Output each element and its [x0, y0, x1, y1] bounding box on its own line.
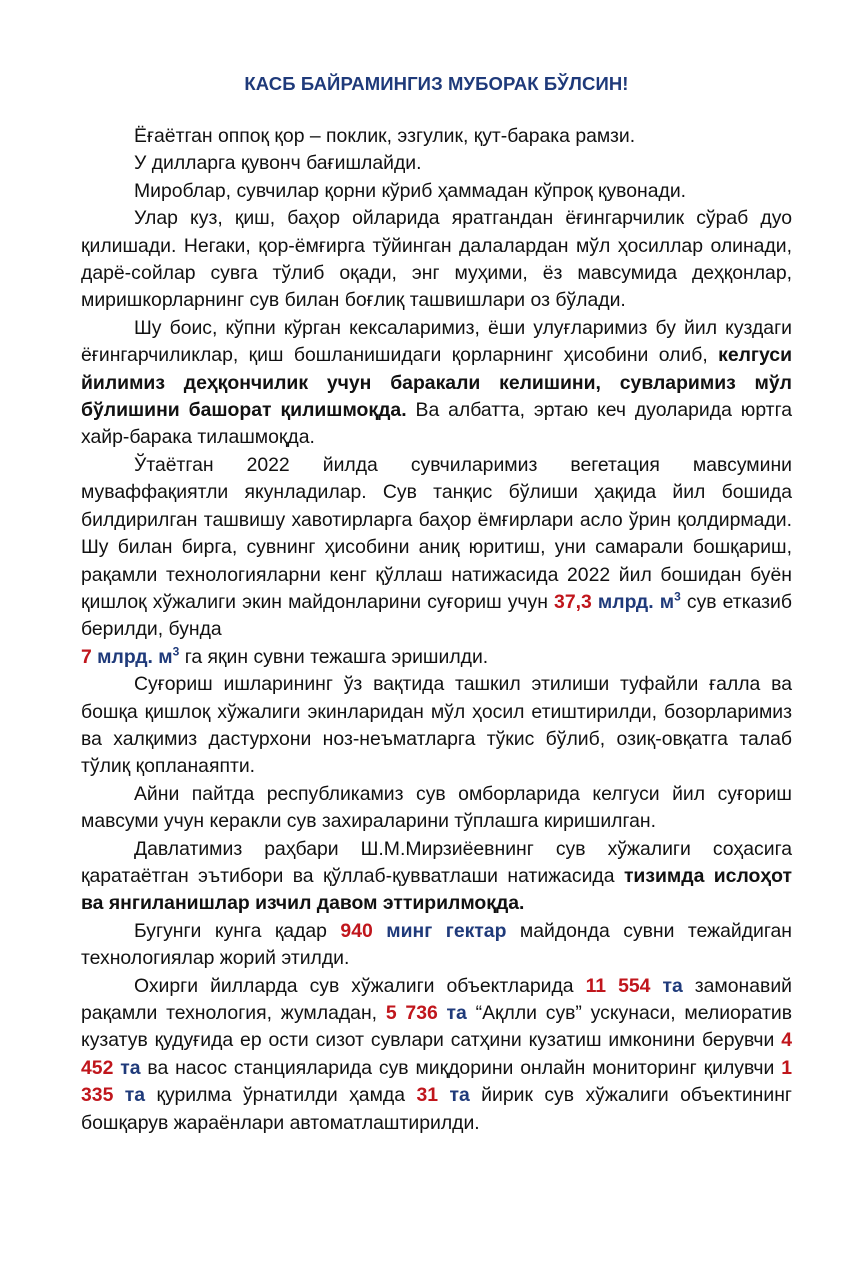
paragraph-11-text-d: ва насос станцияларида сув миқдорини онлайн мониторинг қилувчи	[140, 1056, 782, 1079]
water-delivered-unit: млрд. м	[591, 590, 675, 613]
paragraph-9-text: Давлатимиз раҳбари Ш.М.Мирзиёевнинг сув хўжалиги соҳасига қаратаётган эътибори ва қўллаб-қувватлаши натижасида	[81, 837, 792, 887]
paragraph-9	[81, 836, 792, 918]
paragraph-6-text: Ўтаётган 2022 йилда сувчиларимиз вегетация мавсумини муваффақиятли якунладилар. Сув танқис бўлиши ҳақида йил бошида билдирилган ташвишу хавотирларга баҳор ёмғирлари асло ўрин қолдирмади. Шу билан бирга, сувнинг ҳисобини аниқ юритиш, уни самарали бошқариш, рақамли технологияларни кенг қўллаш натижасида 2022 йил бошидан буён қишлоқ хўжалиги экин майдонларини суғориш учун	[81, 453, 792, 613]
paragraph-5-tail: Ва албатта, эртаю кеч дуоларида юртга хайр-барака тилашмоқда.	[81, 399, 792, 449]
paragraph-6-mid: сув етказиб берилди, бунда	[81, 590, 792, 641]
hectares-unit: минг гектар	[372, 919, 507, 942]
water-saved-value: 7	[81, 645, 92, 668]
paragraph-2: У дилларга қувонч бағишлайди.	[134, 152, 422, 175]
paragraph-4: Улар куз, қиш, баҳор ойларида яратгандан ёғингарчилик сўраб дуо қилишади. Негаки, қор-ёмғирга тўйинган далалардан мўл ҳосиллар олинади, дарё-сойлар сувга тўлиб оқади, энг муҳими, ёз мавсумида деҳқонлар, миришкорларнинг сув билан боғлиқ ташвишлари оз бўлади.	[81, 207, 792, 312]
paragraph-11-text-b: замонавий рақамли технология, жумладан,	[81, 974, 792, 1024]
paragraph-5-text: Шу боис, кўпни кўрган кексаларимиз, ёши улуғларимиз бу йил куздаги ёғингарчиликлар, қиш бошланишидаги қорларнинг ҳисобини олиб,	[81, 316, 792, 367]
automated-objects-count-value: 31	[416, 1084, 439, 1107]
smart-water-count-unit: та	[437, 1002, 467, 1024]
paragraph-5	[81, 315, 792, 452]
paragraph-1: Ёғаётган оппоқ қор – поклик, эзгулик, қут-барака рамзи.	[134, 125, 636, 147]
well-monitor-count-value: 4 452	[81, 1029, 792, 1079]
paragraph-5-bold: келгуси йилимиз деҳқончилик учун баракали келишини, сувларимиз мўл бўлишини башорат қилишмоқда.	[81, 344, 792, 422]
page-title: КАСБ БАЙРАМИНГИЗ МУБОРАК БЎЛСИН!	[244, 73, 629, 94]
paragraph-11	[81, 973, 792, 1137]
paragraph-11-text-c: “Ақлли сув” ускунаси, мелиоратив кузатув қудуғида ер ости сизот сувлари сатҳини кузатиш имконини берувчи	[81, 1002, 792, 1052]
paragraph-6	[81, 452, 792, 671]
paragraph-11-text-e: қурилма ўрнатилди ҳамда	[145, 1084, 417, 1107]
paragraph-6-tail: га яқин сувни тежашга эришилди.	[179, 645, 489, 668]
pump-device-count-value: 1 335	[81, 1056, 792, 1107]
paragraph-11-tail: йирик сув хўжалиги объектининг бошқарув жараёнлари автоматлаштирилди.	[81, 1084, 792, 1134]
paragraph-7: Суғориш ишларининг ўз вақтида ташкил этилиши туфайли ғалла ва бошқа қишлоқ хўжалиги экинларидан мўл ҳосил етиштирилди, бозорларимиз ва халқимиз дастурхони ноз-неъматларга тўкис бўлиб, озиқ-овқатга талаб тўлиқ қопланаяпти.	[81, 673, 792, 778]
smart-water-count-value: 5 736	[385, 1002, 438, 1024]
hectares-value: 940	[340, 919, 373, 942]
paragraph-3: Мироблар, сувчилар қорни кўриб ҳаммадан кўпроқ қувонади.	[134, 179, 687, 202]
automated-objects-count-unit: та	[438, 1084, 470, 1107]
pump-device-count-unit: та	[113, 1084, 146, 1107]
water-delivered-value: 37,3	[554, 590, 592, 613]
paragraph-8: Айни пайтда республикамиз сув омборларида келгуси йил суғориш мавсуми учун керакли сув захираларини тўплашга киришилган.	[81, 782, 792, 833]
paragraph-10-text: Бугунги кунга қадар	[134, 919, 341, 942]
water-saved-unit: млрд. м	[91, 645, 173, 668]
paragraph-10	[81, 918, 792, 973]
cubic-superscript: 3	[674, 589, 681, 604]
paragraph-10-tail: майдонда сувни тежайдиган технологиялар жорий этилди.	[81, 919, 792, 970]
paragraph-9-bold: тизимда ислоҳот ва янгиланишлар изчил давом эттирилмоқда.	[81, 864, 793, 915]
paragraph-11-text: Охирги йилларда сув хўжалиги объектларида	[134, 974, 586, 997]
tech-count-value: 11 554	[585, 974, 651, 997]
cubic-superscript: 3	[172, 644, 180, 659]
well-monitor-count-unit: та	[113, 1056, 141, 1079]
tech-count-unit: та	[650, 974, 683, 997]
